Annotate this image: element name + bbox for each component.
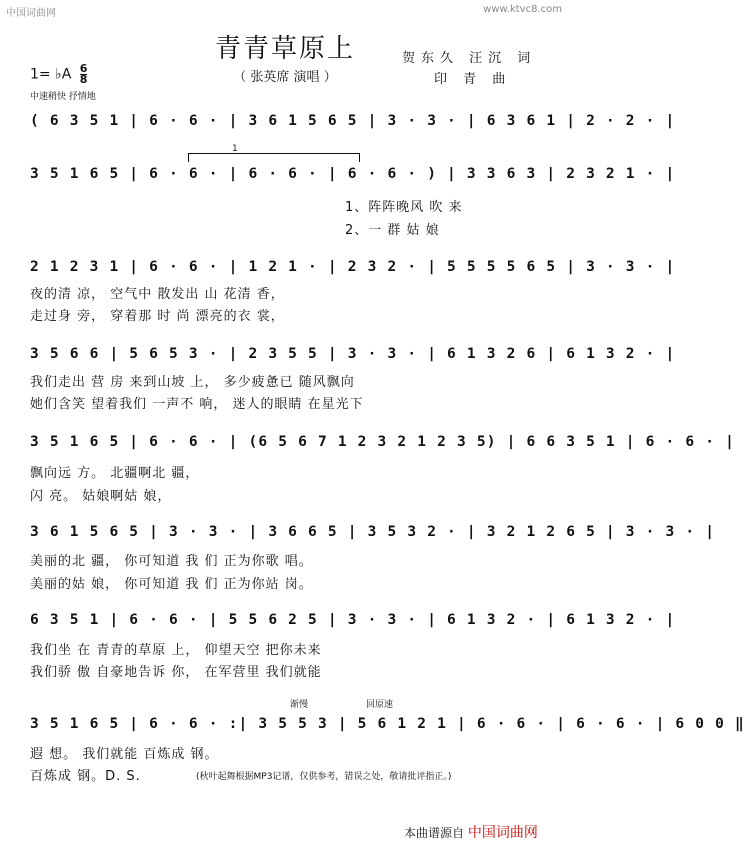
lyric-row-2-verse-1: 1、阵阵晚风 吹 来 (345, 200, 463, 215)
tempo-marking: 中速稍快 抒情地 (30, 92, 96, 102)
lyric-row-8-verse-2: 百炼成 钢。D. S. (30, 769, 141, 784)
time-top: 6 (79, 62, 88, 75)
site-watermark-left: 中国词曲网 (6, 8, 56, 19)
lyric-row-2-verse-2: 2、一 群 姑 娘 (345, 223, 440, 238)
transcriber-note: (秋叶起舞根据MP3记谱，仅供参考，错误之处，敬请批评指正。) (196, 772, 452, 782)
lyric-row-3-verse-1: 夜的清 凉， 空气中 散发出 山 花清 香， (30, 287, 285, 302)
lyric-row-5-verse-1: 飘向远 方。 北疆啊北 疆， (30, 466, 200, 481)
a-tempo-marking: 回原速 (366, 700, 394, 710)
lyricist-credit: 贺东久 汪沉 词 (402, 51, 537, 66)
score-row-2: 3 5 1 6 5 | 6 · 6 · | 6 · 6 · | 6 · 6 · ) | 3 3 6 3 | 2 3 2 1 · | (30, 166, 676, 182)
lyric-row-3-verse-2: 走过身 旁， 穿着那 时 尚 漂亮的衣 裳， (30, 309, 285, 324)
time-bottom: 8 (79, 73, 88, 86)
site-watermark-right: www.ktvc8.com (483, 4, 562, 15)
score-row-8: 3 5 1 6 5 | 6 · 6 · :| 3 5 5 3 | 5 6 1 2 1 | 6 · 6 · | 6 · 6 · | 6 0 0 ‖ (30, 716, 745, 732)
volta-bracket (188, 153, 360, 162)
score-row-6: 3 6 1 5 6 5 | 3 · 3 · | 3 6 6 5 | 3 5 3 2 · | 3 2 1 2 6 5 | 3 · 3 · | (30, 524, 716, 540)
footer-prefix: 本曲谱源自 (404, 826, 465, 840)
lyric-row-8-verse-1: 遐 想。 我们就能 百炼成 钢。 (30, 747, 219, 762)
source-footer (404, 822, 538, 842)
lyric-row-6-verse-2: 美丽的姑 娘， 你可知道 我 们 正为你站 岗。 (30, 577, 313, 592)
lyric-row-7-verse-1: 我们坐 在 青青的草原 上， 仰望天空 把你未来 (30, 643, 322, 658)
score-row-3: 2 1 2 3 1 | 6 · 6 · | 1 2 1 · | 2 3 2 · | 5 5 5 5 6 5 | 3 · 3 · | (30, 259, 676, 275)
song-title: 青青草原上 (214, 34, 355, 64)
key-label: 1= ♭A (30, 66, 72, 83)
time-signature (80, 64, 88, 85)
lyric-row-4-verse-1: 我们走出 营 房 来到山坡 上， 多少疲惫已 随风飘向 (30, 375, 355, 390)
ritardando-marking: 渐慢 (290, 700, 309, 710)
score-row-7: 6 3 5 1 | 6 · 6 · | 5 5 6 2 5 | 3 · 3 · | 6 1 3 2 · | 6 1 3 2 · | (30, 612, 676, 628)
lyric-row-4-verse-2: 她们含笑 望着我们 一声不 响， 迷人的眼睛 在星光下 (30, 397, 364, 412)
lyric-row-6-verse-1: 美丽的北 疆， 你可知道 我 们 正为你歌 唱。 (30, 554, 313, 569)
footer-brand: 中国词曲网 (467, 825, 538, 841)
key-signature (30, 64, 87, 85)
lyric-row-5-verse-2: 闪 亮。 姑娘啊姑 娘， (30, 489, 172, 504)
lyric-row-7-verse-2: 我们骄 傲 自豪地告诉 你， 在军营里 我们就能 (30, 665, 322, 680)
score-row-5: 3 5 1 6 5 | 6 · 6 · | (6 5 6 7 1 2 3 2 1 2 3 5) | 6 6 3 5 1 | 6 · 6 · | (30, 434, 736, 450)
volta-number: 1 (232, 144, 238, 154)
composer-credit: 印 青 曲 (434, 72, 512, 87)
singer-credit: （ 张英席 演唱 ） (233, 70, 337, 85)
score-row-4: 3 5 6 6 | 5 6 5 3 · | 2 3 5 5 | 3 · 3 · | 6 1 3 2 6 | 6 1 3 2 · | (30, 346, 676, 362)
score-row-1: ( 6 3 5 1 | 6 · 6 · | 3 6 1 5 6 5 | 3 · 3 · | 6 3 6 1 | 2 · 2 · | (30, 113, 676, 129)
